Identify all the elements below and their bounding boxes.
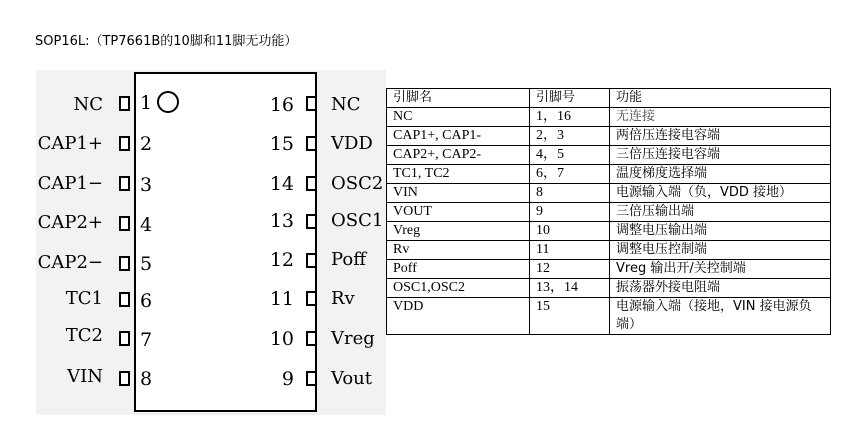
cell-pin-number: 8 (530, 184, 610, 203)
pin-number-11: 11 (269, 288, 294, 310)
pin-lead-7 (119, 331, 130, 346)
pin-number-7: 7 (140, 329, 153, 351)
pin-name-12: Poff (331, 249, 367, 270)
chip-body (134, 72, 317, 412)
pin-number-6: 6 (140, 290, 153, 312)
cell-function: 三倍压连接电容端 (610, 146, 831, 165)
table-row (387, 146, 831, 165)
cell-pin-name: VIN (387, 184, 530, 203)
table-row (387, 203, 831, 222)
pin-number-15: 15 (269, 133, 294, 155)
cell-function: 电源输入端（负，VDD 接地） (610, 184, 831, 203)
cell-function: 无连接 (610, 108, 831, 127)
cell-function: Vreg 输出开/关控制端 (610, 260, 831, 279)
pin-lead-11 (306, 291, 317, 306)
cell-function: 电源输入端（接地，VIN 接电源负端） (610, 298, 831, 335)
pin-name-10: Vreg (331, 328, 375, 349)
pin-number-2: 2 (140, 133, 153, 155)
cell-pin-name: Vreg (387, 222, 530, 241)
cell-pin-number: 4，5 (530, 146, 610, 165)
pin-name-8: VIN (67, 366, 103, 387)
pin-number-3: 3 (140, 174, 153, 196)
header-function: 功能 (610, 89, 831, 108)
cell-pin-number: 12 (530, 260, 610, 279)
pin-name-1: NC (73, 94, 103, 115)
pin-number-10: 10 (269, 328, 294, 350)
pin1-marker-icon (157, 91, 179, 113)
cell-pin-number: 15 (530, 298, 610, 335)
table-row (387, 165, 831, 184)
pin-function-table (386, 88, 831, 335)
pin-name-3: CAP1− (37, 173, 103, 194)
pin-name-6: TC1 (65, 288, 103, 309)
cell-pin-name: Poff (387, 260, 530, 279)
table-row (387, 260, 831, 279)
cell-pin-name: OSC1,OSC2 (387, 279, 530, 298)
pin-lead-13 (306, 214, 317, 229)
cell-function: 振荡器外接电阻端 (610, 279, 831, 298)
pin-lead-15 (306, 136, 317, 151)
cell-pin-number: 2，3 (530, 127, 610, 146)
cell-pin-name: VOUT (387, 203, 530, 222)
pin-lead-4 (119, 216, 130, 231)
cell-function: 调整电压控制端 (610, 241, 831, 260)
cell-function: 调整电压输出端 (610, 222, 831, 241)
pin-number-12: 12 (269, 249, 294, 271)
pin-number-5: 5 (140, 253, 153, 275)
cell-pin-number: 1，16 (530, 108, 610, 127)
cell-pin-name: NC (387, 108, 530, 127)
table-row (387, 298, 831, 335)
pin-name-9: Vout (331, 368, 373, 389)
pin-lead-10 (306, 331, 317, 346)
cell-pin-name: VDD (387, 298, 530, 335)
pin-lead-9 (306, 371, 317, 386)
table-row (387, 184, 831, 203)
page-title: SOP16L:（TP7661B的10脚和11脚无功能） (35, 34, 298, 49)
cell-function: 三倍压输出端 (610, 203, 831, 222)
pin-name-16: NC (331, 94, 361, 115)
pin-lead-5 (119, 256, 130, 271)
cell-pin-name: CAP1+, CAP1- (387, 127, 530, 146)
pin-name-14: OSC2 (331, 173, 384, 194)
cell-pin-number: 9 (530, 203, 610, 222)
cell-function: 温度梯度选择端 (610, 165, 831, 184)
cell-pin-name: Rv (387, 241, 530, 260)
cell-pin-number: 13，14 (530, 279, 610, 298)
pin-name-15: VDD (331, 133, 373, 154)
pin-number-4: 4 (140, 214, 153, 236)
pin-lead-6 (119, 292, 130, 307)
cell-pin-number: 10 (530, 222, 610, 241)
pin-lead-14 (306, 176, 317, 191)
pin-number-8: 8 (140, 368, 153, 390)
pin-name-4: CAP2+ (37, 212, 103, 233)
table-header-row (387, 89, 831, 108)
header-pin-name: 引脚名 (387, 89, 530, 108)
pin-lead-16 (306, 96, 317, 111)
cell-function: 两倍压连接电容端 (610, 127, 831, 146)
pin-number-13: 13 (269, 210, 294, 232)
header-pin-number: 引脚号 (530, 89, 610, 108)
pin-name-2: CAP1+ (37, 133, 103, 154)
pin-number-9: 9 (281, 368, 294, 390)
pin-lead-12 (306, 253, 317, 268)
pin-name-5: CAP2− (37, 252, 103, 273)
table-row (387, 127, 831, 146)
table-row (387, 222, 831, 241)
cell-pin-number: 11 (530, 241, 610, 260)
cell-pin-name: CAP2+, CAP2- (387, 146, 530, 165)
pin-name-7: TC2 (65, 325, 103, 346)
cell-pin-name: TC1, TC2 (387, 165, 530, 184)
table-row (387, 279, 831, 298)
pin-lead-2 (119, 136, 130, 151)
table-row (387, 108, 831, 127)
pin-name-13: OSC1 (331, 210, 384, 231)
pin-number-16: 16 (269, 94, 294, 116)
pin-number-14: 14 (269, 173, 294, 195)
pin-number-1: 1 (140, 92, 153, 114)
pin-name-11: Rv (331, 288, 355, 309)
cell-pin-number: 6，7 (530, 165, 610, 184)
pin-lead-1 (119, 96, 130, 111)
table-row (387, 241, 831, 260)
pin-lead-8 (119, 371, 130, 386)
pin-lead-3 (119, 176, 130, 191)
